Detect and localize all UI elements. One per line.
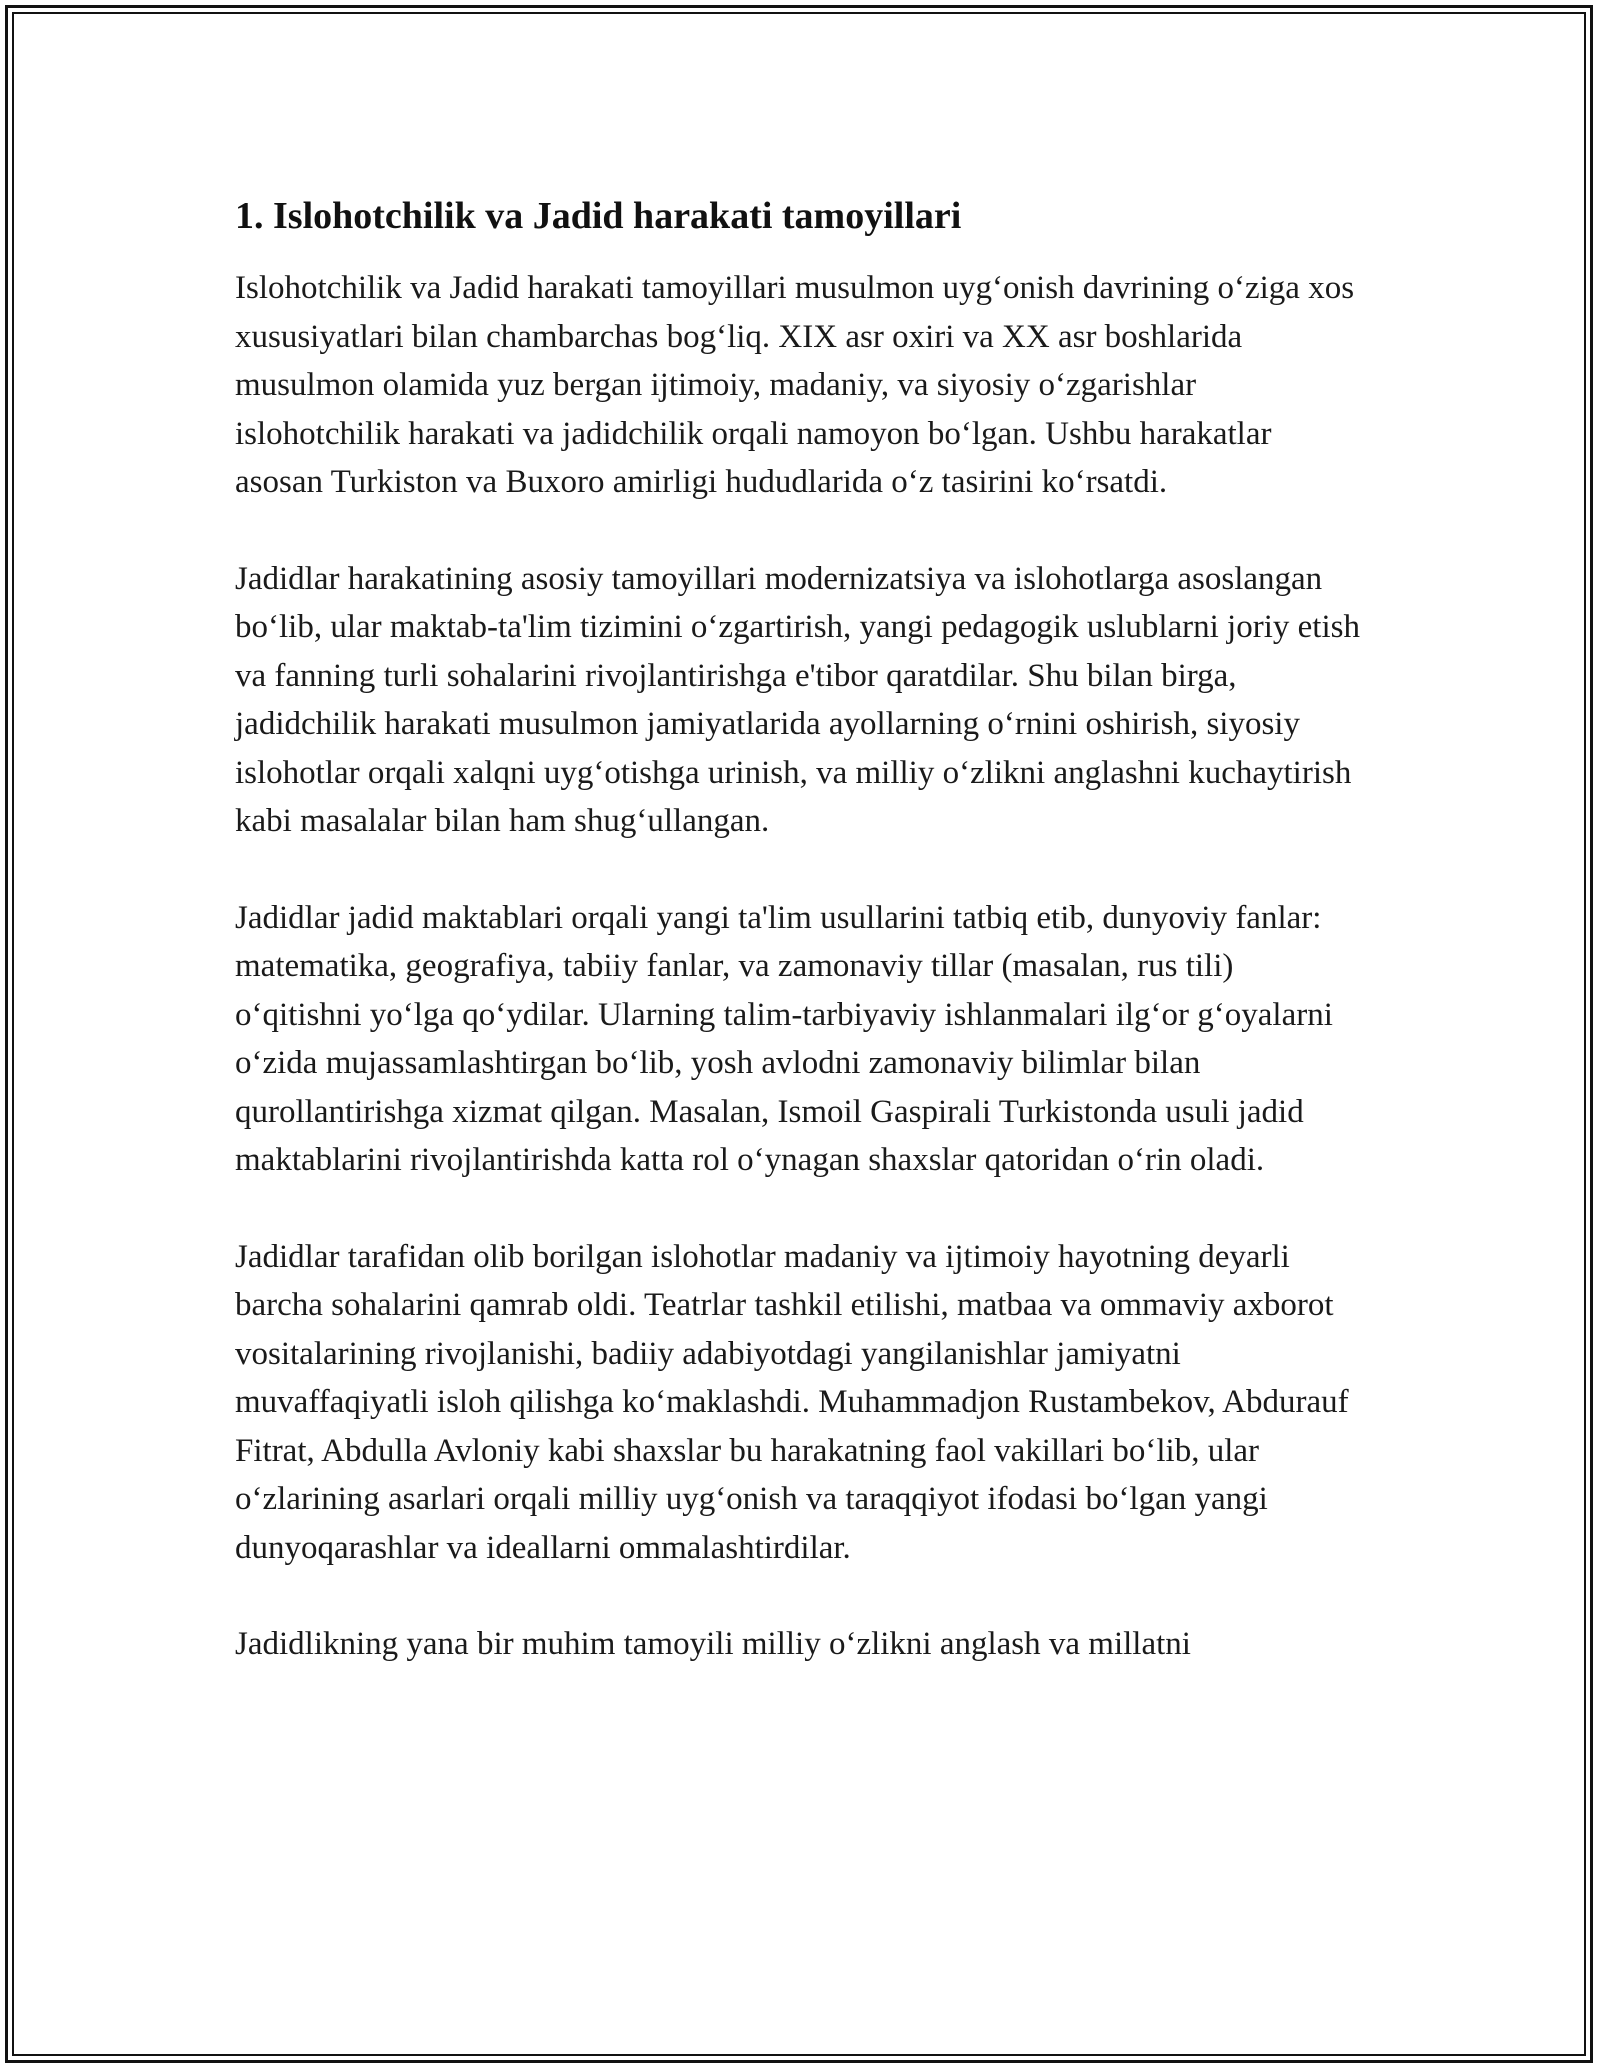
paragraph-5: Jadidlikning yana bir muhim tamoyili milliy o‘zlikni anglash va millatni xyxy=(235,1626,1191,1662)
paragraph-2: Jadidlar harakatining asosiy tamoyillari modernizatsiya va islohotlarga asoslangan bo‘lib, ular maktab-ta'lim tizimini o‘zgartirish, yangi pedagogik uslublarni joriy etish va fanning turli sohalarini rivojlantirishga e'tibor qaratdilar. Shu bilan birga, jadidchilik harakati musulmon jamiyatlarida ayollarning o‘rnini oshirish, siyosiy islohotlar orqali xalqni uyg‘otishga urinish, va milliy o‘zlikni anglashni kuchaytirish kabi masalalar bilan ham shug‘ullangan. xyxy=(235,560,1360,839)
paragraph-1: Islohotchilik va Jadid harakati tamoyillari musulmon uyg‘onish davrining o‘ziga xos xususiyatlari bilan chambarchas bog‘liq. XIX asr oxiri va XX asr boshlarida musulmon olamida yuz bergan ijtimoiy, madaniy, va siyosiy o‘zgarishlar islohotchilik harakati va jadidchilik orqali namoyon bo‘lgan. Ushbu harakatlar asosan Turkiston va Buxoro amirligi hududlarida o‘z tasirini ko‘rsatdi. xyxy=(235,270,1355,500)
section-heading: 1. Islohotchilik va Jadid harakati tamoyillari xyxy=(235,195,962,237)
paragraph-3: Jadidlar jadid maktablari orqali yangi ta'lim usullarini tatbiq etib, dunyoviy fanlar: matematika, geografiya, tabiiy fanlar, va zamonaviy tillar (masalan, rus tili) o‘qitishni yo‘lga qo‘ydilar. Ularning talim-tarbiyaviy ishlanmalari ilg‘or g‘oyalarni o‘zida mujassamlashtirgan bo‘lib, yosh avlodni zamonaviy bilimlar bilan qurollantirishga xizmat qilgan. Masalan, Ismoil Gaspirali Turkistonda usuli jadid maktablarini rivojlantirishda katta rol o‘ynagan shaxslar qatoridan o‘rin oladi. xyxy=(235,899,1333,1178)
paragraph-4: Jadidlar tarafidan olib borilgan islohotlar madaniy va ijtimoiy hayotning deyarli barcha sohalarini qamrab oldi. Teatrlar tashkil etilishi, matbaa va ommaviy axborot vositalarining rivojlanishi, badiiy adabiyotdagi yangilanishlar jamiyatni muvaffaqiyatli isloh qilishga ko‘maklashdi. Muhammadjon Rustambekov, Abdurauf Fitrat, Abdulla Avloniy kabi shaxslar bu harakatning faol vakillari bo‘lib, ular o‘zlarining asarlari orqali milliy uyg‘onish va taraqqiyot ifodasi bo‘lgan yangi dunyoqarashlar va ideallarni ommalashtirdilar. xyxy=(235,1238,1349,1566)
document-body xyxy=(235,190,1365,1717)
